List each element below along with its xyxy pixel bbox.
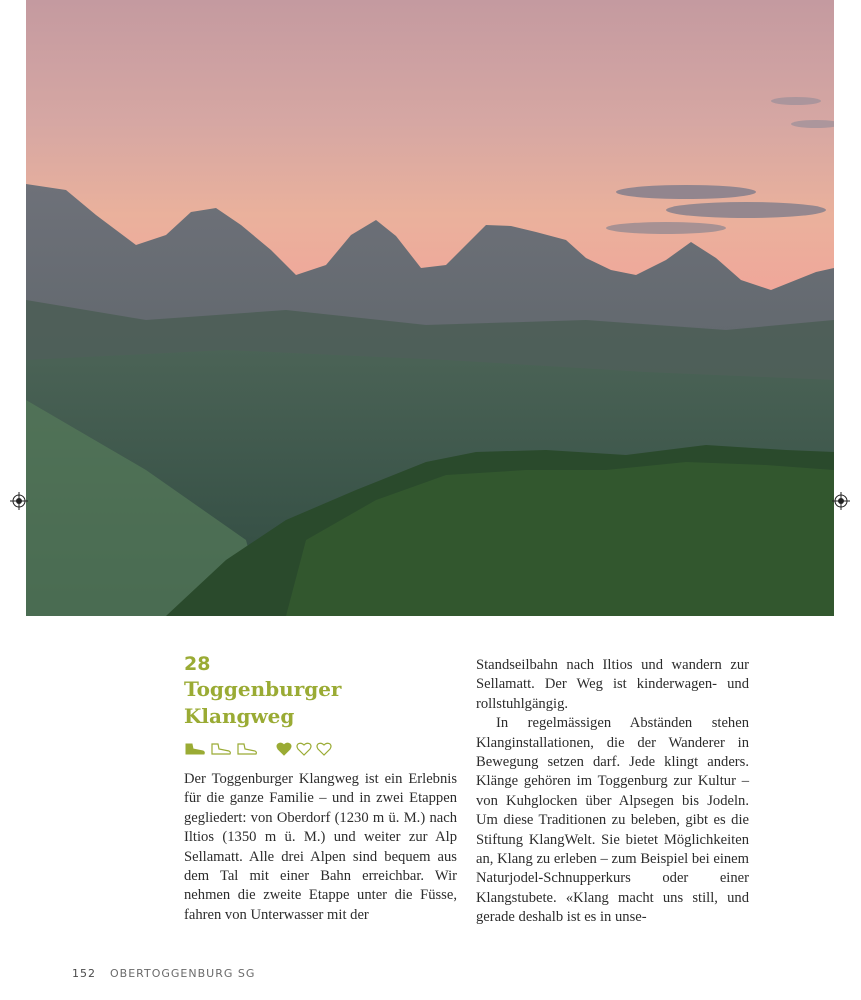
heart-outline-icon xyxy=(316,742,332,756)
right-column xyxy=(476,656,749,928)
page-footer xyxy=(72,967,255,980)
body-paragraph: In regelmässigen Abständen stehen Klanginstallationen, die der Wanderer in Bewegung setzen darf. Jede klingt anders. Klänge gehören im Toggenburg zur Kultur – von Kuhglocken über Alpsegen bis Jodeln. Um diese Traditionen zu beleben, gibt es die Stiftung KlangWelt. Sie bietet Möglichkeiten an, Klang zu erleben – zum Beispiel bei einem Naturjodel-Schnupperkurs oder einer Klangstubete. «Klang macht uns still, und gerade deshalb ist es in unse- xyxy=(476,715,749,926)
route-title-line: Klangweg xyxy=(184,704,295,728)
heart-outline-icon xyxy=(296,742,312,756)
hiking-boot-outline-icon xyxy=(210,742,232,756)
body-paragraph: Standseilbahn nach Iltios und wandern zur Sellamatt. Der Weg ist kinderwagen- und rollstuhlgängig. xyxy=(476,657,749,712)
hiking-boot-outline-icon xyxy=(236,742,258,756)
route-title-line: Toggenburger xyxy=(184,677,342,701)
route-number: 28 xyxy=(184,653,211,675)
mountain-photo xyxy=(26,0,834,616)
route-ratings xyxy=(184,740,457,758)
registration-mark-icon xyxy=(832,492,850,510)
body-paragraph: Der Toggenburger Klangweg ist ein Erlebnis für die ganze Familie – und in zwei Etappen gegliedert: von Oberdorf (1230 m ü. M.) nach Iltios (1350 m ü. M.) und weiter zur Alp Sellamatt. Alle drei Alpen sind bequem aus dem Tal mit einer Bahn erreichbar. Wir nehmen die zweite Etappe unter die Füsse, fahren von Unterwasser mit der xyxy=(184,771,457,923)
page-number: 152 xyxy=(72,967,96,980)
heart-icon xyxy=(276,742,292,756)
section-title: OBERTOGGENBURG SG xyxy=(110,967,256,980)
hiking-boot-icon xyxy=(184,742,206,756)
left-column xyxy=(184,652,457,925)
route-title xyxy=(184,676,457,730)
registration-mark-icon xyxy=(10,492,28,510)
